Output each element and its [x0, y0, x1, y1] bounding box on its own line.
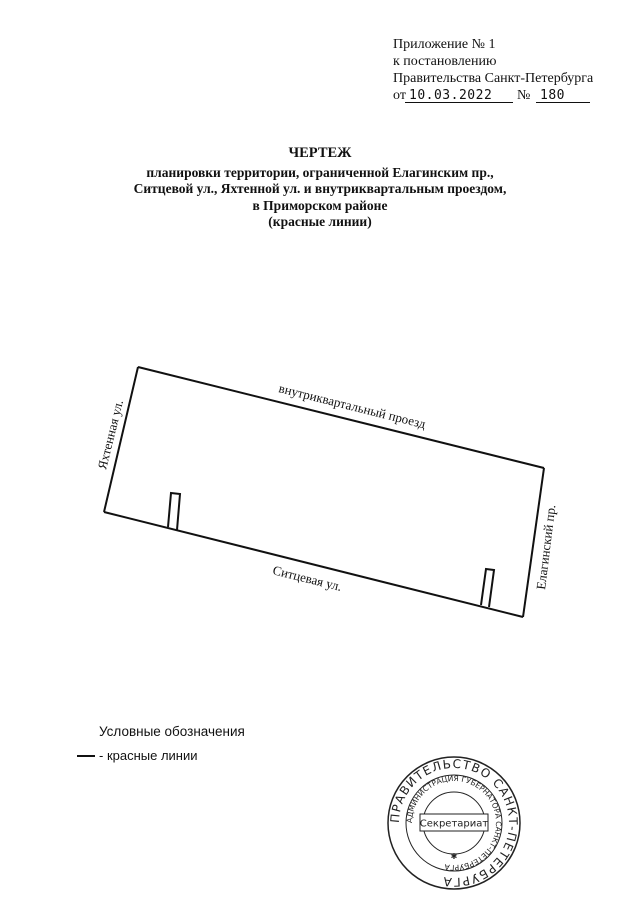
street-label-north: внутриквартальный проезд — [277, 380, 428, 432]
street-label-south: Ситцевая ул. — [271, 562, 344, 595]
seal-outer-text-path: ПРАВИТЕЛЬСТВО САНКТ-ПЕТЕРБУРГА — [387, 756, 521, 890]
appendix-line-3: Правительства Санкт-Петербурга — [393, 71, 594, 86]
legend-item-label: - красные линии — [99, 748, 198, 763]
red-line-south — [104, 512, 523, 617]
seal-star-icon: ✱ — [450, 852, 458, 861]
red-line-notch-west — [168, 493, 180, 530]
street-label-west: Яхтенная ул. — [94, 398, 127, 471]
red-line-notch-east — [481, 569, 494, 607]
title-line-1: планировки территории, ограниченной Елагинским пр., — [146, 164, 494, 180]
legend-title: Условные обозначения — [99, 724, 245, 739]
red-line-symbol — [77, 755, 95, 757]
seal-inner-text-path: АДМИНИСТРАЦИЯ ГУБЕРНАТОРА САНКТ-ПЕТЕРБУРГА — [404, 773, 504, 873]
number-value: 180 — [536, 87, 590, 103]
number-label: № — [517, 88, 531, 103]
appendix-line-1: Приложение № 1 — [393, 37, 496, 52]
title-line-4: (красные линии) — [268, 214, 372, 229]
appendix-line-2: к постановлению — [393, 54, 497, 69]
title-line-3: в Приморском районе — [252, 197, 388, 213]
title-line-2: Ситцевой ул., Яхтенной ул. и внутриквартальным проездом, — [133, 181, 507, 196]
seal-center-text: Секретариат — [419, 818, 489, 830]
street-label-east: Елагинский пр. — [533, 503, 559, 591]
title-heading: ЧЕРТЕЖ — [288, 145, 352, 161]
date-prefix: от — [393, 88, 406, 103]
official-seal — [386, 755, 522, 891]
red-line-north — [138, 367, 544, 468]
date-value: 10.03.2022 — [405, 87, 513, 103]
legend-item-red-lines — [77, 748, 198, 763]
